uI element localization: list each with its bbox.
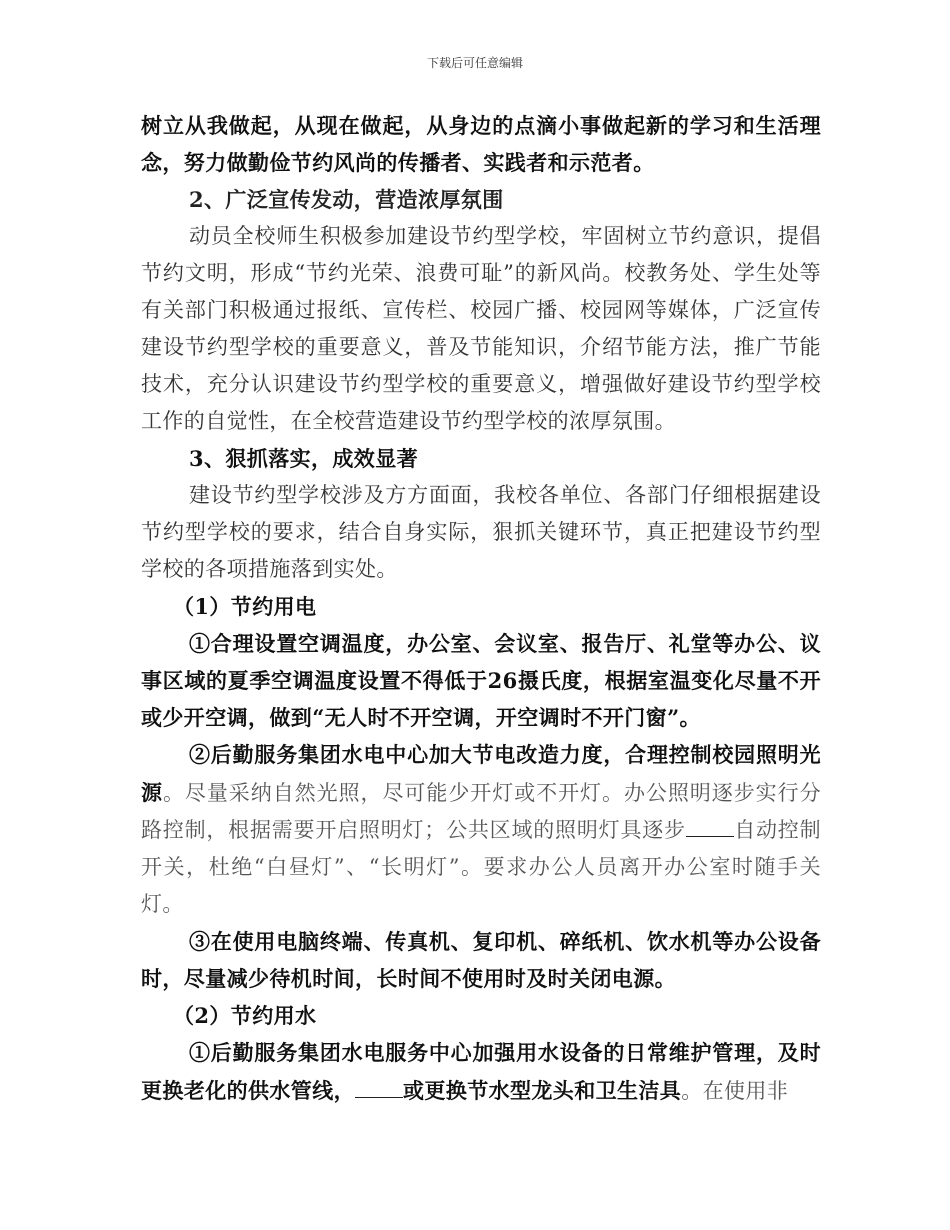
subsection-heading-water: （2）节约用水 [173, 1003, 317, 1028]
item-air-conditioning: ①合理设置空调温度，办公室、会议室、报告厅、礼堂等办公、议事区域的夏季空调温度设置不得低于26摄氏度，根据室温变化尽量不开或少开空调，做到“无人时不开空调，开空调时不开门窗”。 [141, 631, 821, 730]
blank-underline [686, 818, 734, 837]
section-heading-3: 3、狠抓落实，成效显著 [189, 446, 419, 471]
item-lighting [141, 736, 821, 923]
item-water-bold-b: 或更换节水型龙头和卫生洁具 [403, 1078, 682, 1103]
document-body [141, 107, 821, 1110]
blank-underline-2 [355, 1079, 403, 1098]
item-water-maintenance [141, 1034, 821, 1110]
item-lighting-text-b: 自动控制开关，杜绝“白昼灯”、“长明灯”。要求办公人员离开办公室时随手关灯。 [141, 818, 821, 916]
item-office-equipment: ③在使用电脑终端、传真机、复印机、碎纸机、饮水机等办公设备时，尽量减少待机时间，长时间不使用时及时关闭电源。 [141, 929, 821, 991]
item-lighting-bold: ②后勤服务集团水电中心加大节电改造力度，合理控制校园照明光源 [141, 742, 821, 805]
item-water-bold-a: ①后勤服务集团水电服务中心加强用水设备的日常维护管理，及时更换老化的供水管线， [141, 1040, 821, 1103]
paragraph-implementation: 建设节约型学校涉及方方面面，我校各单位、各部门仔细根据建设节约型学校的要求，结合自身实际，狠抓关键环节，真正把建设节约型学校的各项措施落到实处。 [141, 483, 821, 581]
section-heading-2: 2、广泛宣传发动，营造浓厚氛围 [189, 187, 504, 212]
subsection-heading-electricity: （1）节约用电 [173, 594, 317, 619]
item-water-text: 。在使用非 [681, 1079, 789, 1103]
paragraph-continuation: 树立从我做起，从现在做起，从身边的点滴小事做起新的学习和生活理念，努力做勤俭节约风尚的传播者、实践者和示范者。 [141, 113, 821, 175]
page-header: 下载后可任意编辑 [426, 56, 523, 70]
paragraph-publicity: 动员全校师生积极参加建设节约型学校，牢固树立节约意识，提倡节约文明，形成“节约光荣、浪费可耻”的新风尚。校教务处、学生处等有关部门积极通过报纸、宣传栏、校园广播、校园网等媒体，广泛宣传建设节约型学校的重要意义，普及节能知识，介绍节能方法，推广节能技术，充分认识建设节约型学校的重要意义，增强做好建设节约型学校工作的自觉性，在全校营造建设节约型学校的浓厚氛围。 [141, 224, 821, 433]
item-lighting-text-a: 。尽量采纳自然光照，尽可能少开灯或不开灯。办公照明逐步实行分路控制，根据需要开启照明灯；公共区域的照明灯具逐步 [141, 781, 821, 842]
